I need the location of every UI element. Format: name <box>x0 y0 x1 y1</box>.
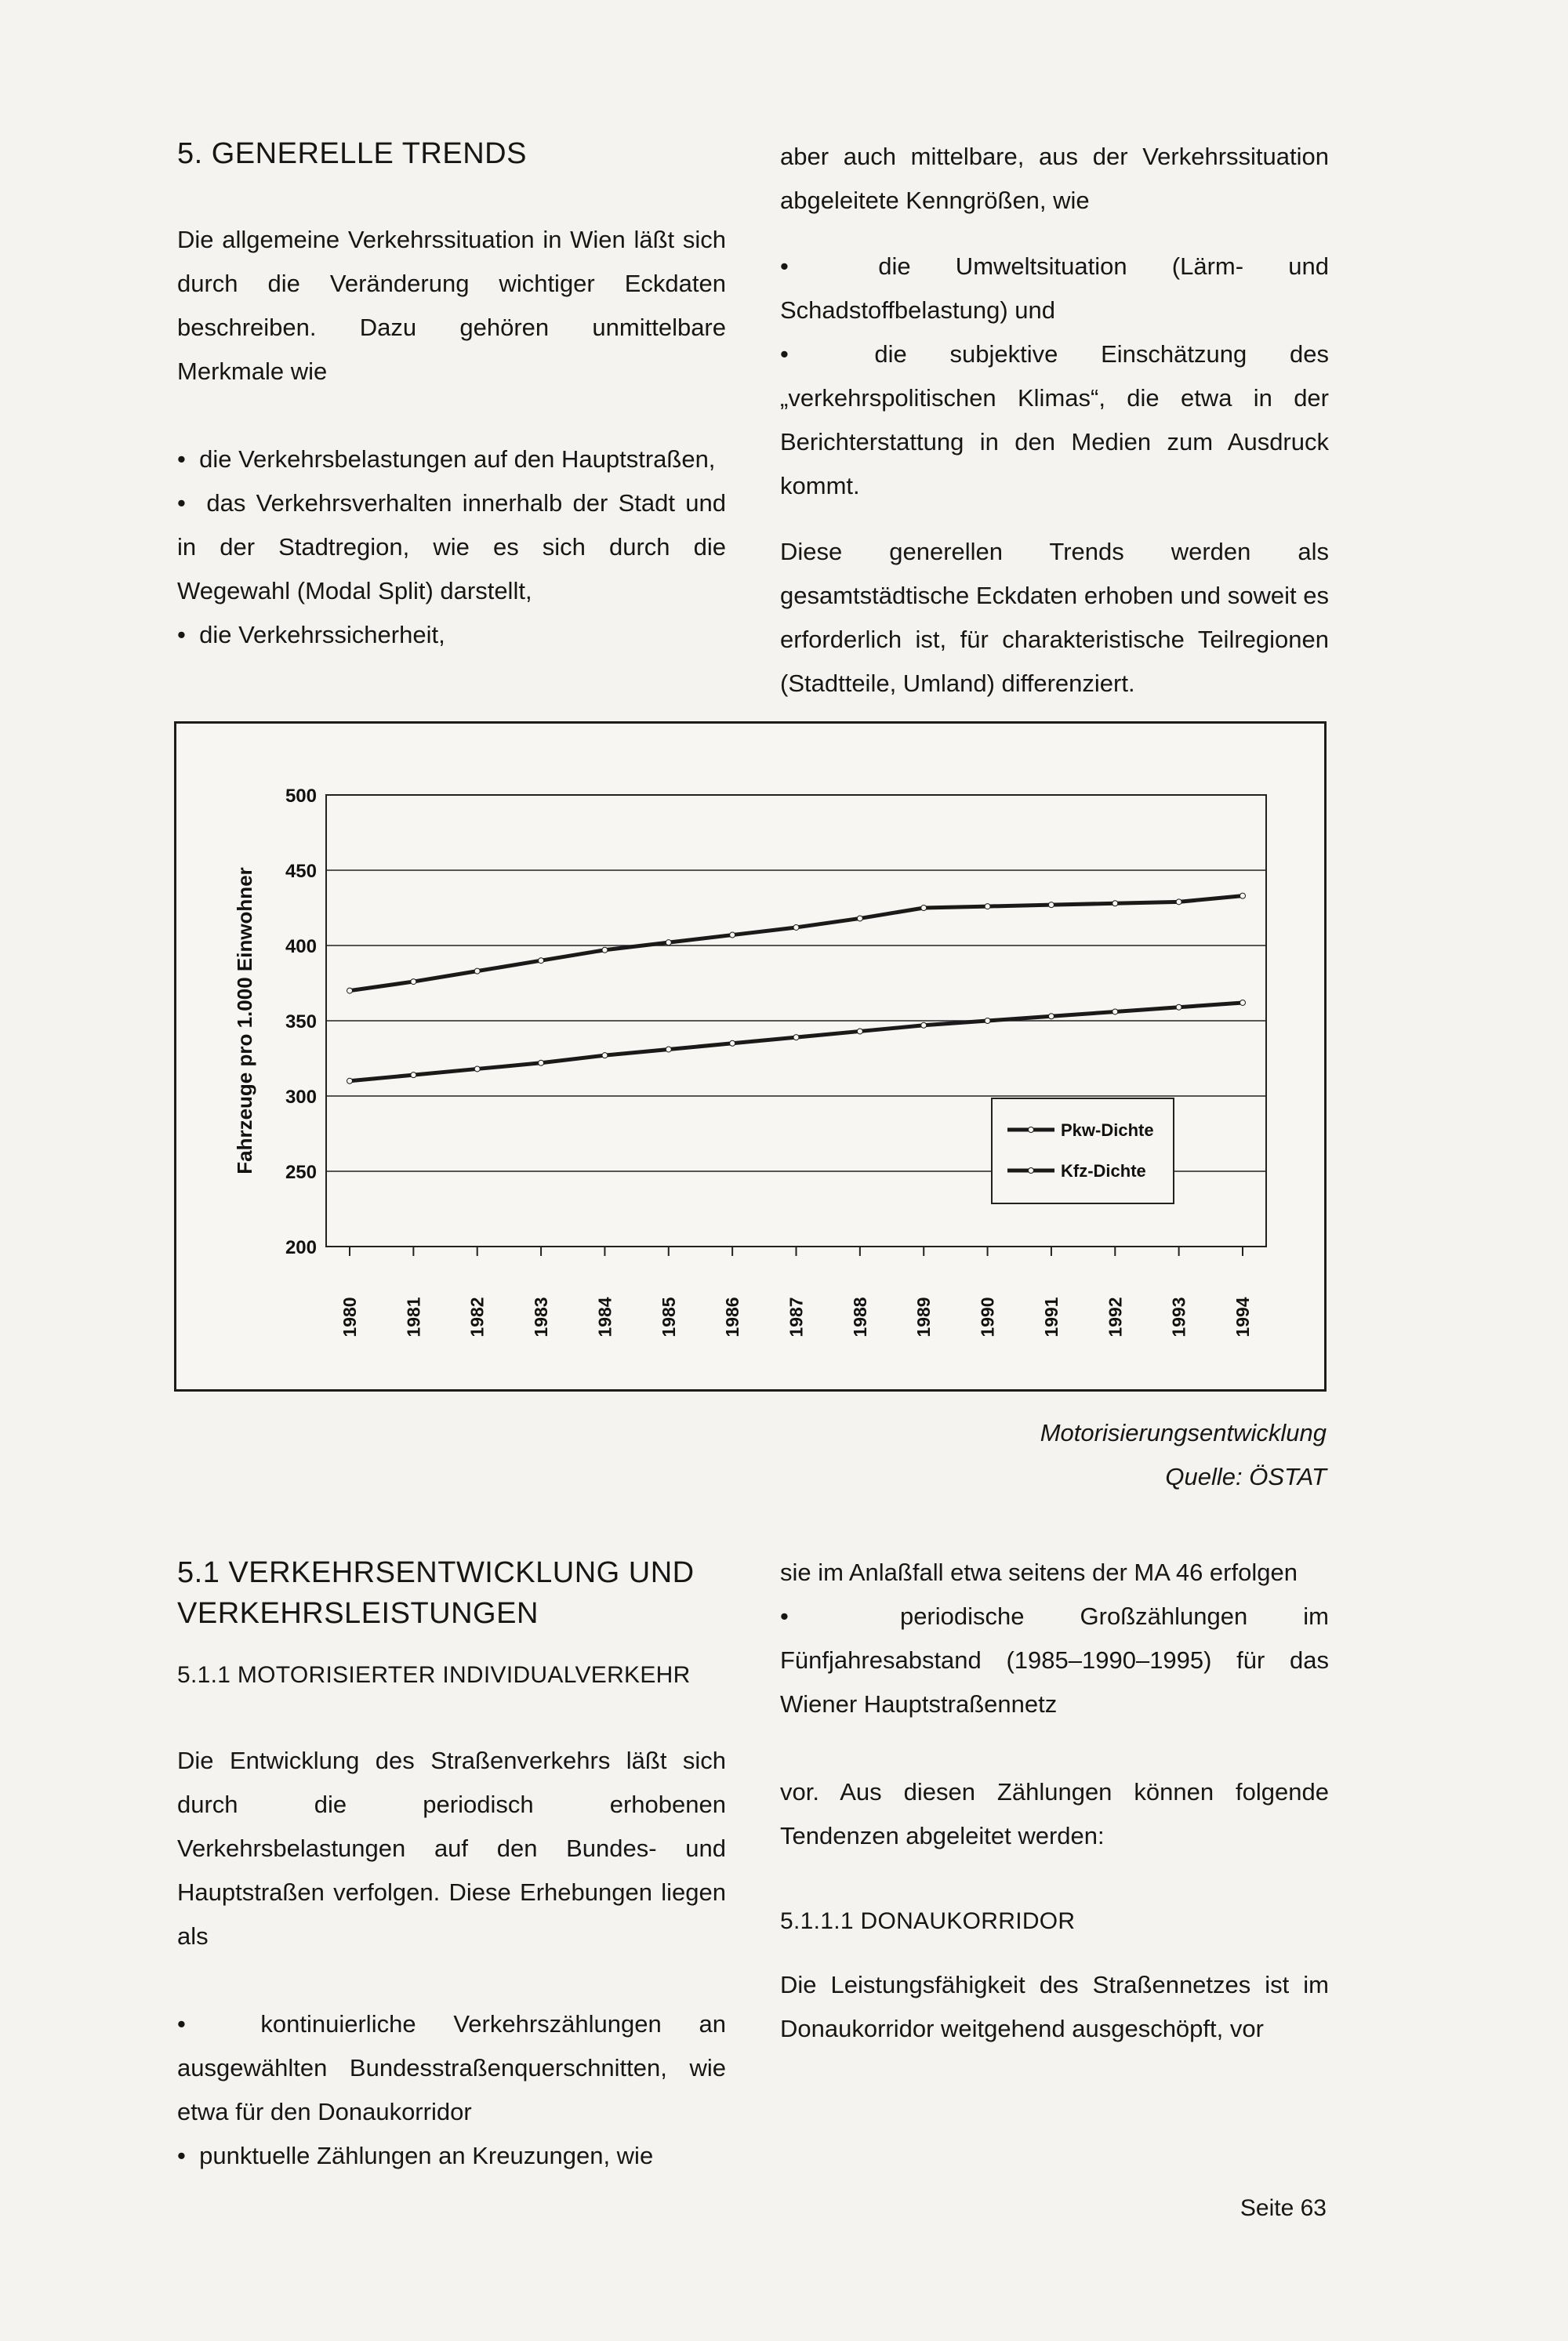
data-point <box>985 1018 990 1024</box>
x-tick-label: 1980 <box>339 1297 360 1337</box>
data-point <box>793 1035 799 1040</box>
x-tick-label: 1992 <box>1105 1297 1126 1337</box>
right-conclusion: Diese generellen Trends werden als gesamtstädtische Eckdaten erhoben und soweit es erforderlich ist, für charakteristische Teilregionen (Stadtteile, Umland) differenziert. <box>780 538 1329 697</box>
section-intro: Die allgemeine Verkehrssituation in Wien läßt sich durch die Veränderung wichtiger Eckdaten beschreiben. Dazu gehören unmittelbare Merkmale wie <box>177 226 726 385</box>
data-point <box>1240 893 1246 898</box>
data-point <box>1112 901 1118 906</box>
x-tick-label: 1984 <box>594 1297 615 1337</box>
data-point <box>602 947 608 953</box>
subsection-heading: 5.1 VERKEHRSENTWICKLUNG UND VERKEHRSLEISTUNGEN <box>177 1556 695 1630</box>
x-tick-label: 1994 <box>1232 1297 1253 1337</box>
x-tick-label: 1991 <box>1040 1297 1062 1337</box>
right-continuation: sie im Anlaßfall etwa seitens der MA 46 erfolgen <box>780 1559 1298 1586</box>
x-tick-label: 1985 <box>658 1297 679 1337</box>
bullet-item: • die Umweltsituation (Lärm- und Schadstoffbelastung) und <box>780 245 1329 332</box>
y-tick-label: 450 <box>285 861 317 882</box>
data-point <box>411 1073 416 1078</box>
data-point <box>539 1060 544 1065</box>
data-point <box>474 1066 480 1072</box>
data-point <box>666 940 671 945</box>
right-column-top <box>780 135 1329 706</box>
bullet-item: • die Verkehrssicherheit, <box>177 613 726 657</box>
data-point <box>793 924 799 930</box>
motorization-chart <box>176 724 1324 1389</box>
right-column-bottom <box>780 1551 1329 2051</box>
data-point <box>474 968 480 974</box>
data-point <box>921 1022 927 1028</box>
x-tick-label: 1982 <box>466 1297 488 1337</box>
legend-marker <box>1029 1168 1034 1174</box>
bullet-item: • die Verkehrsbelastungen auf den Hauptstraßen, <box>177 437 726 481</box>
data-point <box>1112 1009 1118 1014</box>
final-paragraph: Die Leistungsfähigkeit des Straßennetzes ist im Donaukorridor weitgehend ausgeschöpft, vor <box>780 1971 1329 2042</box>
x-tick-label: 1986 <box>722 1297 743 1337</box>
x-tick-label: 1990 <box>977 1297 998 1337</box>
bullet-item: • die subjektive Einschätzung des „verkehrspolitischen Klimas“, die etwa in der Berichterstattung in den Medien zum Ausdruck kommt. <box>780 332 1329 508</box>
data-point <box>666 1047 671 1052</box>
data-point <box>1240 1000 1246 1005</box>
legend-marker <box>1029 1127 1034 1133</box>
series-line-pkw <box>350 1003 1243 1081</box>
chart-title: Motorisierungsentwicklung <box>1040 1419 1327 1446</box>
data-point <box>857 916 862 921</box>
x-tick-label: 1989 <box>913 1297 935 1337</box>
data-point <box>602 1053 608 1058</box>
x-tick-label: 1983 <box>531 1297 552 1337</box>
legend-label: Pkw-Dichte <box>1061 1120 1154 1140</box>
right-intro: aber auch mittelbare, aus der Verkehrssituation abgeleitete Kenngrößen, wie <box>780 143 1329 214</box>
subsection-paragraph: Die Entwicklung des Straßenverkehrs läßt sich durch die periodisch erhobenen Verkehrsbelastungen auf den Bundes- und Hauptstraßen verfolgen. Diese Erhebungen liegen als <box>177 1747 726 1950</box>
section-heading: 5. GENERELLE TRENDS <box>177 137 527 170</box>
data-point <box>539 958 544 964</box>
y-tick-label: 200 <box>285 1237 317 1258</box>
x-tick-label: 1981 <box>403 1297 424 1337</box>
data-point <box>1048 1014 1054 1019</box>
data-point <box>857 1029 862 1034</box>
legend-box <box>992 1098 1174 1203</box>
chart-source: Quelle: ÖSTAT <box>1165 1463 1327 1490</box>
bullet-item: • kontinuierliche Verkehrszählungen an ausgewählten Bundesstraßenquerschnitten, wie etwa für den Donaukorridor <box>177 2002 726 2134</box>
page-number: Seite 63 <box>1240 2195 1327 2221</box>
legend-label: Kfz-Dichte <box>1061 1161 1146 1181</box>
series-line-kfz <box>350 896 1243 991</box>
y-axis-label: Fahrzeuge pro 1.000 Einwohner <box>233 867 256 1174</box>
motorization-chart-frame <box>174 721 1327 1392</box>
x-tick-label: 1988 <box>849 1297 870 1337</box>
data-point <box>730 1040 735 1046</box>
data-point <box>730 932 735 938</box>
bullet-item: • das Verkehrsverhalten innerhalb der Stadt und in der Stadtregion, wie es sich durch die Wegewahl (Modal Split) darstellt, <box>177 481 726 613</box>
data-point <box>1176 899 1181 905</box>
data-point <box>1176 1004 1181 1010</box>
left-column-top <box>177 133 726 657</box>
data-point <box>347 1078 353 1083</box>
data-point <box>347 988 353 993</box>
x-tick-label: 1987 <box>786 1297 807 1337</box>
y-tick-label: 250 <box>285 1162 317 1183</box>
donaukorridor-heading: 5.1.1.1 DONAUKORRIDOR <box>780 1908 1076 1934</box>
data-point <box>985 904 990 909</box>
x-tick-label: 1993 <box>1168 1297 1189 1337</box>
data-point <box>411 979 416 985</box>
chart-caption <box>1040 1411 1327 1499</box>
bullet-item: • periodische Großzählungen im Fünfjahresabstand (1985–1990–1995) für das Wiener Hauptstraßennetz <box>780 1595 1329 1726</box>
data-point <box>1048 902 1054 908</box>
y-tick-label: 400 <box>285 936 317 957</box>
y-tick-label: 300 <box>285 1087 317 1108</box>
data-point <box>921 906 927 911</box>
y-tick-label: 350 <box>285 1011 317 1033</box>
y-tick-label: 500 <box>285 786 317 807</box>
bullet-item: • punktuelle Zählungen an Kreuzungen, wie <box>177 2134 726 2178</box>
subsubsection-heading: 5.1.1 MOTORISIERTER INDIVIDUALVERKEHR <box>177 1662 691 1688</box>
left-column-bottom <box>177 1552 726 2178</box>
right-conclusion-bottom: vor. Aus diesen Zählungen können folgende Tendenzen abgeleitet werden: <box>780 1778 1329 1849</box>
